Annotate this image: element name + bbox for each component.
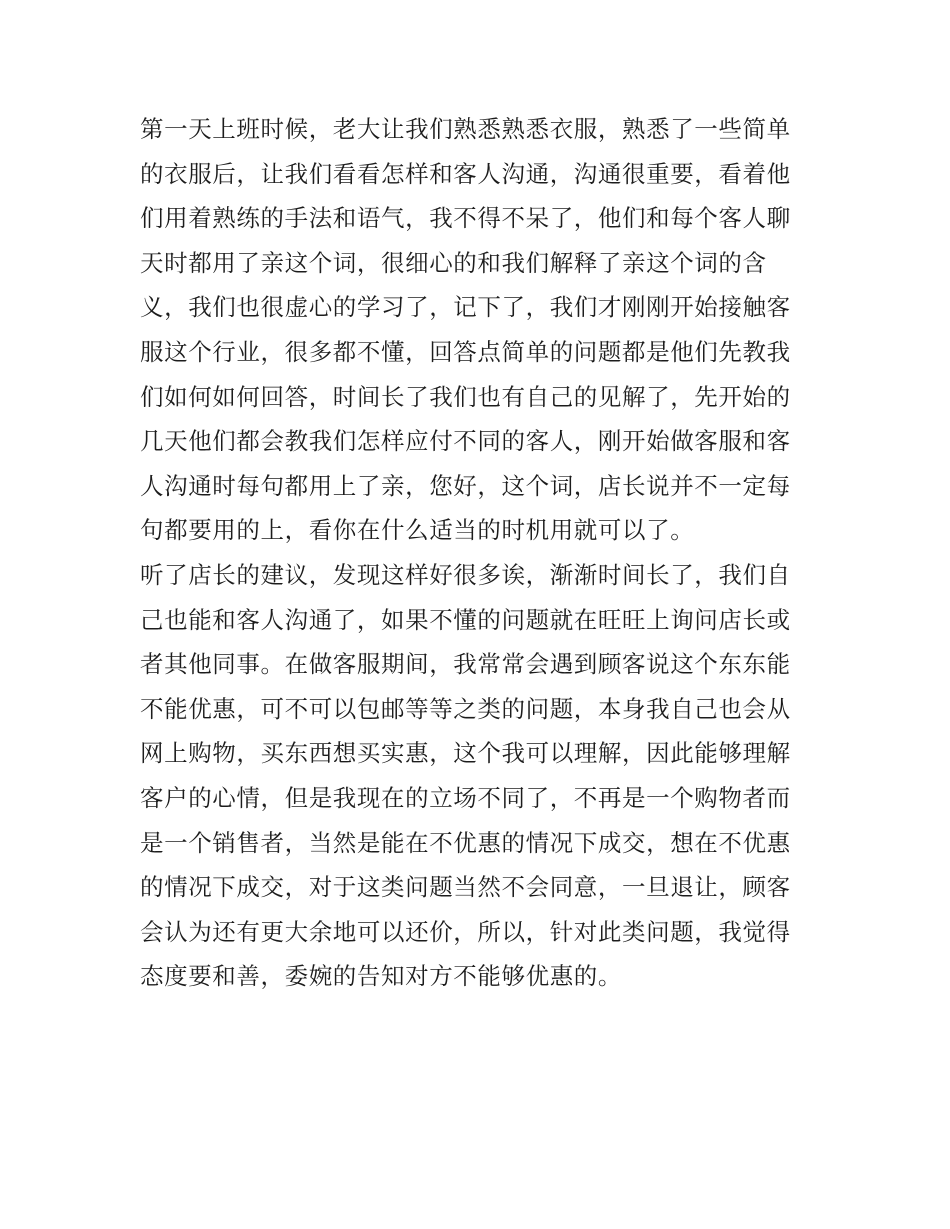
text-line: 网上购物，买东西想买实惠，这个我可以理解，因此能够理解 [140, 739, 791, 768]
body-text [140, 107, 820, 999]
text-line: 人沟通时每句都用上了亲，您好，这个词，店长说并不一定每 [140, 471, 791, 500]
text-line: 的衣服后，让我们看看怎样和客人沟通，沟通很重要，看着他 [140, 159, 791, 188]
text-line: 们如何如何回答，时间长了我们也有自己的见解了，先开始的 [140, 382, 791, 411]
text-line: 句都要用的上，看你在什么适当的时机用就可以了。 [140, 516, 695, 545]
text-line: 己也能和客人沟通了，如果不懂的问题就在旺旺上询问店长或 [140, 605, 791, 634]
text-line: 态度要和善，委婉的告知对方不能够优惠的。 [140, 962, 622, 991]
text-line: 天时都用了亲这个词，很细心的和我们解释了亲这个词的含 [140, 248, 767, 277]
text-line: 第一天上班时候，老大让我们熟悉熟悉衣服，熟悉了一些简单 [140, 115, 791, 143]
text-line: 不能优惠，可不可以包邮等等之类的问题，本身我自己也会从 [140, 694, 791, 723]
text-line: 们用着熟练的手法和语气，我不得不呆了，他们和每个客人聊 [140, 204, 791, 233]
text-line: 几天他们都会教我们怎样应付不同的客人，刚开始做客服和客 [140, 427, 791, 456]
text-line: 听了店长的建议，发现这样好很多诶，渐渐时间长了，我们自 [140, 560, 791, 589]
text-line: 是一个销售者，当然是能在不优惠的情况下成交，想在不优惠 [140, 828, 791, 857]
text-line: 者其他同事。在做客服期间，我常常会遇到顾客说这个东东能 [140, 650, 791, 679]
text-line: 会认为还有更大余地可以还价，所以，针对此类问题，我觉得 [140, 917, 791, 946]
text-line: 的情况下成交，对于这类问题当然不会同意，一旦退让，顾客 [140, 873, 791, 902]
text-line: 服这个行业，很多都不懂，回答点简单的问题都是他们先教我 [140, 337, 791, 366]
text-line: 义，我们也很虚心的学习了，记下了，我们才刚刚开始接触客 [140, 293, 791, 322]
text-line: 客户的心情，但是我现在的立场不同了，不再是一个购物者而 [140, 783, 791, 812]
